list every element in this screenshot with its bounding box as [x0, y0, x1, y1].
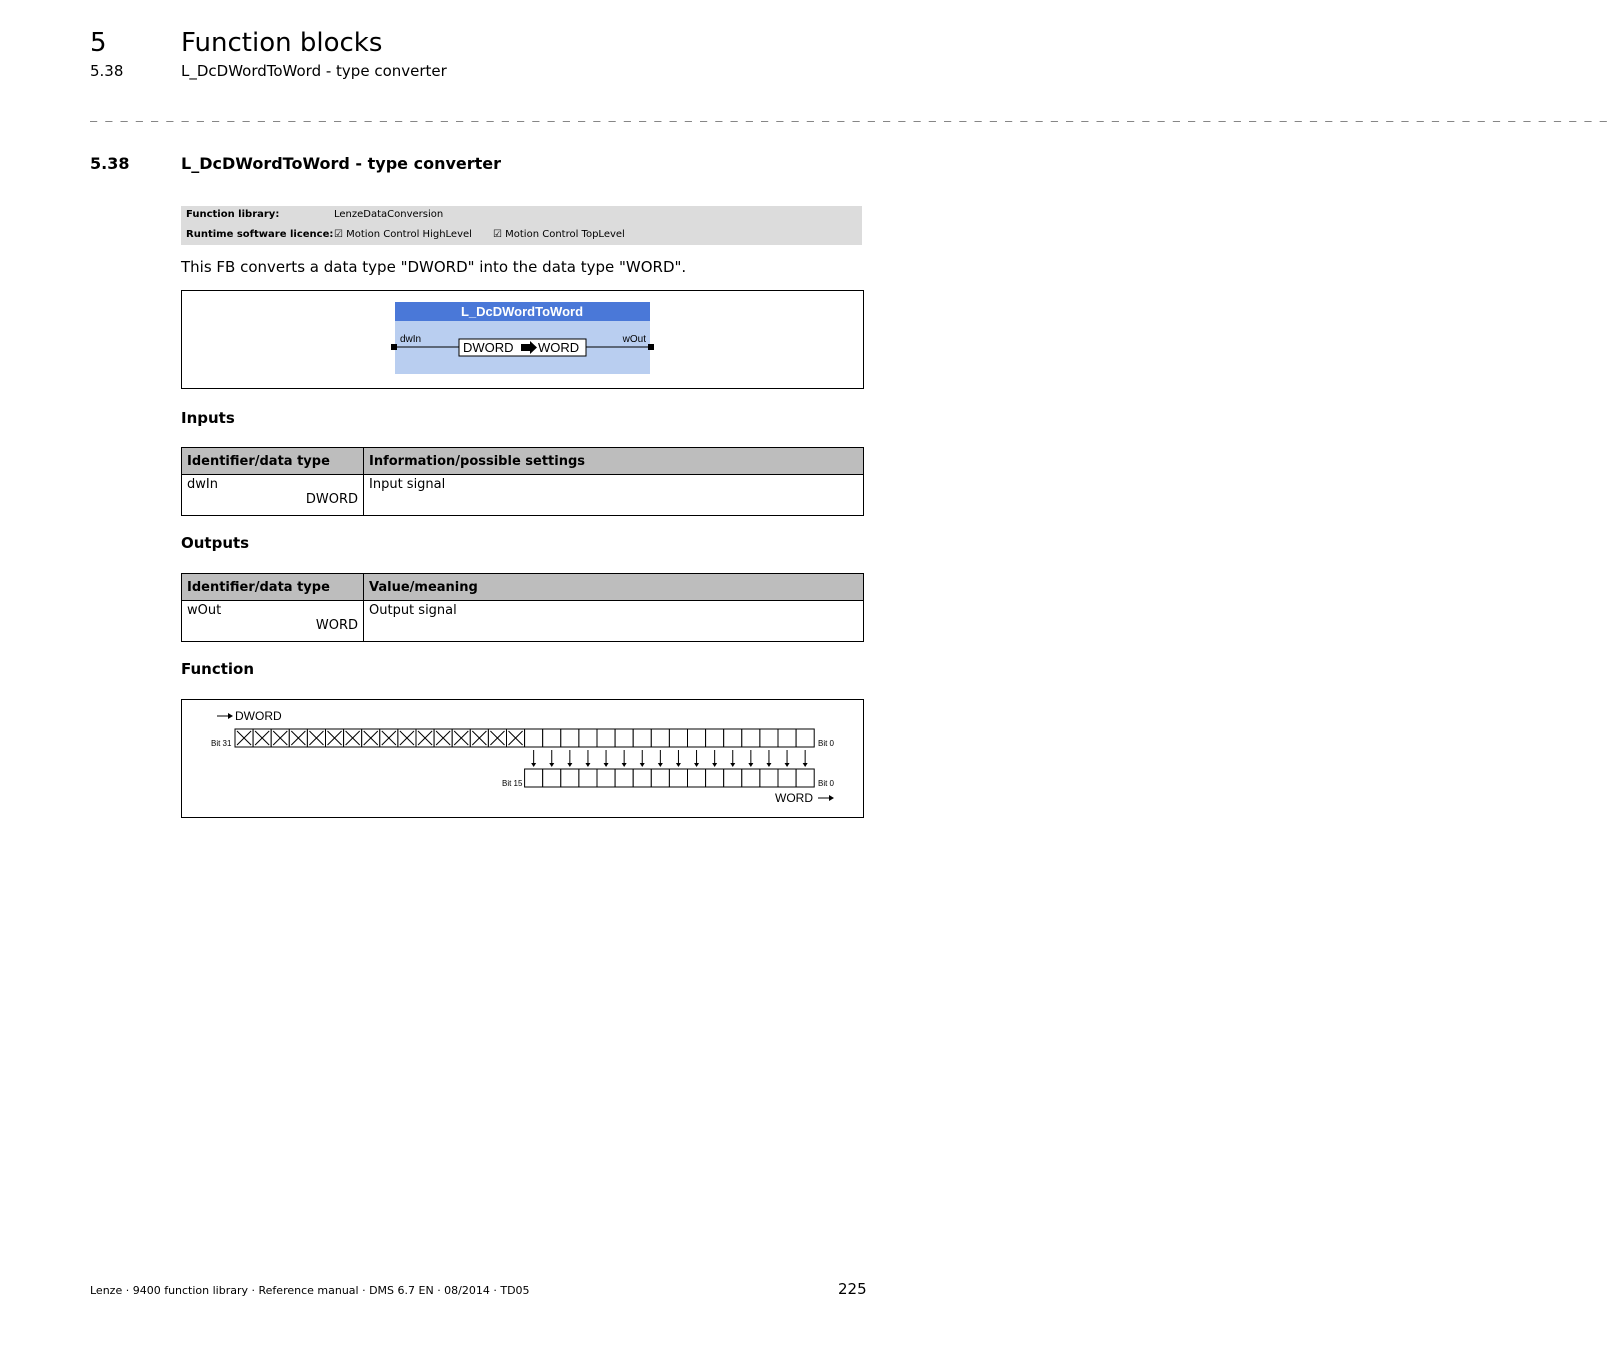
bit-transfer-arrow-icon	[730, 763, 735, 767]
word-bit-cell	[760, 769, 778, 787]
inputs-heading: Inputs	[181, 409, 235, 427]
table-row	[182, 475, 864, 516]
dword-bit-cell	[543, 729, 561, 747]
word-bit-cell	[742, 769, 760, 787]
word-bit-cell	[597, 769, 615, 787]
input-pin[interactable]	[391, 344, 397, 350]
function-heading: Function	[181, 660, 255, 678]
dword-bit-cell	[579, 729, 597, 747]
converter-from-type: DWORD	[463, 340, 514, 355]
dword-bit-cell	[706, 729, 724, 747]
word-arrow-icon	[829, 795, 834, 801]
licence-label: Runtime software licence:	[186, 229, 334, 240]
word-label: WORD	[775, 791, 813, 805]
fb-title: L_DcDWordToWord	[460, 304, 584, 319]
bit-transfer-arrow-icon	[748, 763, 753, 767]
identifier-cell	[182, 601, 364, 642]
identifier-name: wOut	[187, 603, 222, 618]
bit-transfer-arrow-icon	[567, 763, 572, 767]
header-section-title: L_DcDWordToWord - type converter	[181, 62, 447, 80]
dword-arrow-icon	[228, 713, 233, 719]
identifier-type: WORD	[315, 618, 358, 633]
inputs-col-identifier: Identifier/data type	[182, 448, 364, 475]
intro-text: This FB converts a data type "DWORD" into the data type "WORD".	[181, 258, 687, 276]
word-bit-cell	[706, 769, 724, 787]
bit-transfer-arrow-icon	[694, 763, 699, 767]
chapter-title: Function blocks	[181, 28, 383, 58]
bit0-bottom-label: Bit 0	[818, 779, 835, 788]
section-number: 5.38	[90, 154, 130, 173]
bit-transfer-arrow-icon	[549, 763, 554, 767]
identifier-name: dwIn	[187, 477, 218, 492]
dword-bit-cell	[724, 729, 742, 747]
chapter-number: 5	[90, 28, 107, 58]
bit-transfer-arrow-icon	[658, 763, 663, 767]
library-info-box	[181, 206, 862, 245]
bit-transfer-arrow-icon	[604, 763, 609, 767]
dword-bit-cell	[760, 729, 778, 747]
word-bit-cell	[543, 769, 561, 787]
table-header-row	[182, 574, 864, 601]
licence-highlevel: ☑ Motion Control HighLevel	[334, 229, 472, 240]
fb-diagram	[182, 291, 863, 388]
table-row	[182, 601, 864, 642]
input-pin-label: dwIn	[400, 334, 422, 345]
dword-bit-cell	[778, 729, 796, 747]
licence-toplevel: ☑ Motion Control TopLevel	[493, 229, 625, 240]
dword-bit-cell	[651, 729, 669, 747]
dword-bit-cell	[633, 729, 651, 747]
bit-transfer-arrow-icon	[585, 763, 590, 767]
identifier-type: DWORD	[305, 492, 358, 507]
table-header-row	[182, 448, 864, 475]
identifier-cell	[182, 475, 364, 516]
word-bit-cell	[778, 769, 796, 787]
word-bit-cell	[633, 769, 651, 787]
bit-transfer-arrow-icon	[622, 763, 627, 767]
footer-text: Lenze · 9400 function library · Reference manual · DMS 6.7 EN · 08/2014 · TD05	[90, 1284, 530, 1297]
dword-bit-cell	[615, 729, 633, 747]
bit-transfer-arrow-icon	[676, 763, 681, 767]
header-divider: _ _ _ _ _ _ _ _ _ _ _ _ _ _ _ _ _ _ _ _ _ _ _ _ _ _ _ _ _ _ _ _ _ _ _ _ _ _ _ _ _ _ _ _ _ _ _ _ _ _ _ _ _ _ _ _ _ _ _ _ _ _ _ _ _ _ _ _ _ _ _ _ _ _ _ _ _ _ _ _ _ _ _ _ _ _ _ _ _ _ _ _ _ _ _ _ _ _ _ _	[90, 108, 1607, 122]
word-bit-cell	[615, 769, 633, 787]
fb-diagram-frame	[181, 290, 864, 389]
bit-diagram	[182, 700, 863, 817]
bit-transfer-arrow-icon	[785, 763, 790, 767]
bit-transfer-arrow-icon	[766, 763, 771, 767]
output-pin-label: wOut	[622, 334, 646, 345]
dword-bit-cell	[525, 729, 543, 747]
word-bit-cell	[796, 769, 814, 787]
inputs-table	[181, 447, 864, 516]
word-bit-cell	[525, 769, 543, 787]
function-library-label: Function library:	[186, 209, 280, 220]
header-section-number: 5.38	[90, 62, 124, 80]
bit-transfer-arrow-icon	[640, 763, 645, 767]
dword-bit-cell	[742, 729, 760, 747]
converter-to-type: WORD	[538, 340, 580, 355]
word-bit-cell	[724, 769, 742, 787]
value-cell: Output signal	[364, 601, 864, 642]
bit31-label: Bit 31	[211, 739, 232, 748]
function-library-value: LenzeDataConversion	[334, 209, 444, 220]
outputs-col-identifier: Identifier/data type	[182, 574, 364, 601]
info-cell: Input signal	[364, 475, 864, 516]
inputs-col-info: Information/possible settings	[364, 448, 864, 475]
dword-bit-cell	[669, 729, 687, 747]
bit0-top-label: Bit 0	[818, 739, 835, 748]
dword-bit-cell	[688, 729, 706, 747]
dword-bit-cell	[597, 729, 615, 747]
dword-label: DWORD	[235, 709, 282, 723]
bit-transfer-arrow-icon	[712, 763, 717, 767]
outputs-col-value: Value/meaning	[364, 574, 864, 601]
section-title: L_DcDWordToWord - type converter	[181, 154, 502, 173]
bit15-label: Bit 15	[502, 779, 523, 788]
dword-bit-cell	[561, 729, 579, 747]
output-pin[interactable]	[648, 344, 654, 350]
word-bit-cell	[579, 769, 597, 787]
page-number: 225	[838, 1280, 867, 1298]
word-bit-cell	[561, 769, 579, 787]
word-bit-cell	[669, 769, 687, 787]
word-bit-cell	[688, 769, 706, 787]
bit-transfer-arrow-icon	[531, 763, 536, 767]
outputs-table	[181, 573, 864, 642]
word-bit-cell	[651, 769, 669, 787]
dword-bit-cell	[796, 729, 814, 747]
function-diagram-frame	[181, 699, 864, 818]
bit-transfer-arrow-icon	[803, 763, 808, 767]
outputs-heading: Outputs	[181, 534, 250, 552]
